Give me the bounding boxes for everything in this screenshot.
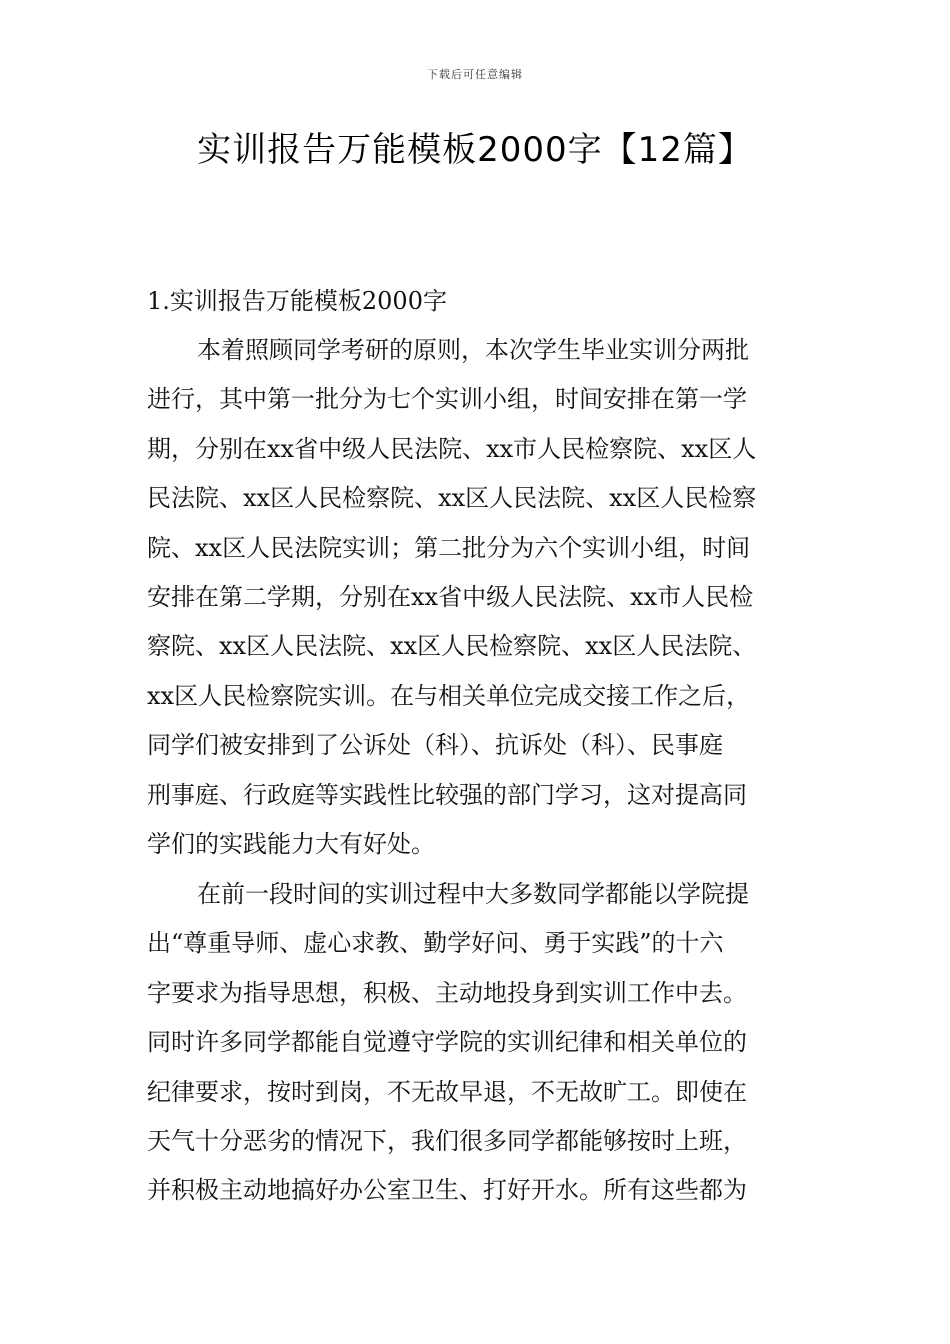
paragraph-1 bbox=[147, 326, 827, 869]
paragraph-line: 天气十分恶劣的情况下，我们很多同学都能够按时上班， bbox=[147, 1127, 747, 1156]
section-heading: 1.实训报告万能模板2000字 bbox=[147, 287, 447, 315]
paragraph-line: 在前一段时间的实训过程中大多数同学都能以学院提 bbox=[197, 880, 749, 908]
paragraph-line: 并积极主动地搞好办公室卫生、打好开水。所有这些都为 bbox=[147, 1176, 747, 1205]
header-note: 下载后可任意编辑 bbox=[427, 68, 523, 81]
paragraph-line: 纪律要求，按时到岗，不无故早退，不无故旷工。即使在 bbox=[147, 1077, 747, 1106]
paragraph-2 bbox=[147, 870, 827, 1216]
document-title: 实训报告万能模板2000字【12篇】 bbox=[197, 130, 753, 170]
paragraph-line: 同时许多同学都能自觉遵守学院的实训纪律和相关单位的 bbox=[147, 1028, 747, 1057]
paragraph-line: 字要求为指导思想，积极、主动地投身到实训工作中去。 bbox=[147, 978, 747, 1007]
paragraph-line: 同学们被安排到了公诉处（科）、抗诉处（科）、民事庭 bbox=[147, 731, 723, 760]
paragraph-line: 民法院、xx区人民检察院、xx区人民法院、xx区人民检察 bbox=[147, 484, 757, 513]
paragraph-line: 期，分别在xx省中级人民法院、xx市人民检察院、xx区人 bbox=[147, 434, 757, 463]
paragraph-line: 安排在第二学期，分别在xx省中级人民法院、xx市人民检 bbox=[147, 583, 754, 612]
paragraph-line: 进行，其中第一批分为七个实训小组，时间安排在第一学 bbox=[147, 385, 747, 414]
paragraph-line: 本着照顾同学考研的原则，本次学生毕业实训分两批 bbox=[197, 336, 749, 364]
paragraph-line: 学们的实践能力大有好处。 bbox=[147, 830, 435, 859]
paragraph-line: 院、xx区人民法院实训；第二批分为六个实训小组，时间 bbox=[147, 533, 751, 562]
paragraph-line: xx区人民检察院实训。在与相关单位完成交接工作之后， bbox=[147, 681, 751, 710]
paragraph-line: 刑事庭、行政庭等实践性比较强的部门学习，这对提高同 bbox=[147, 780, 747, 809]
paragraph-line: 察院、xx区人民法院、xx区人民检察院、xx区人民法院、 bbox=[147, 632, 757, 661]
paragraph-line: 出“尊重导师、虚心求教、勤学好问、勇于实践”的十六 bbox=[147, 929, 724, 958]
